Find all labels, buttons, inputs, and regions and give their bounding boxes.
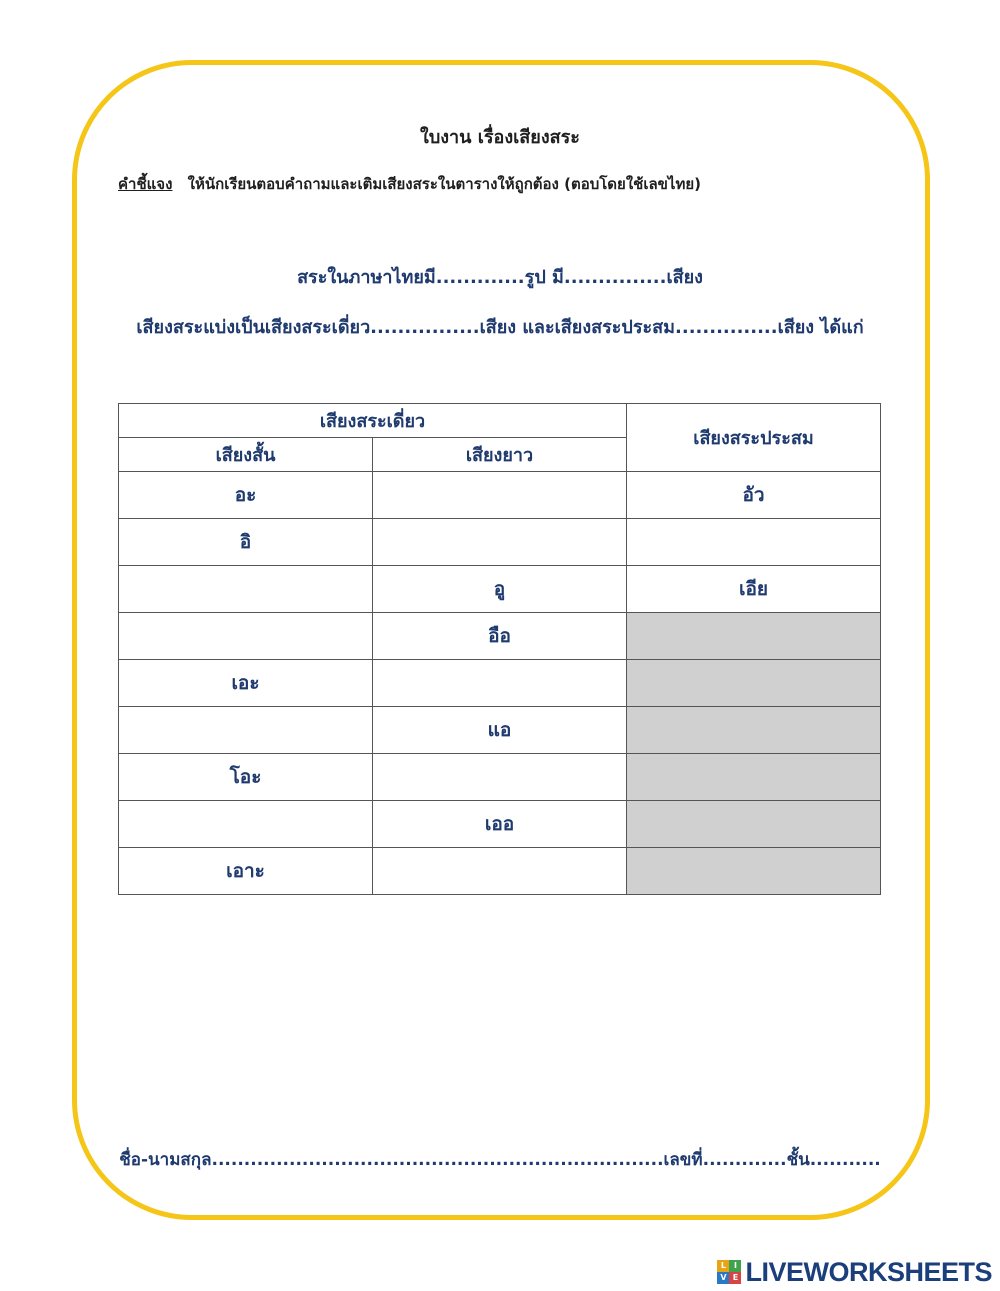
shaded-cell <box>627 707 881 754</box>
long-cell-input[interactable] <box>373 848 627 895</box>
shaded-cell <box>627 848 881 895</box>
instructions-text: ให้นักเรียนตอบคำถามและเติมเสียงสระในตารางให้ถูกต้อง (ตอบโดยใช้เลขไทย) <box>187 175 701 193</box>
short-cell: เอาะ <box>119 848 373 895</box>
table-row <box>119 566 881 613</box>
header-short-sound: เสียงสั้น <box>119 438 373 472</box>
table-row <box>119 519 881 566</box>
table-row <box>119 754 881 801</box>
worksheet-title: ใบงาน เรื่องเสียงสระ <box>420 127 580 148</box>
short-cell: อิ <box>119 519 373 566</box>
long-cell-input[interactable] <box>373 660 627 707</box>
short-cell-input[interactable] <box>119 566 373 613</box>
short-cell: โอะ <box>119 754 373 801</box>
long-cell-input[interactable] <box>373 754 627 801</box>
long-cell: อือ <box>373 613 627 660</box>
liveworksheets-brand <box>717 1256 992 1288</box>
shaded-cell <box>627 613 881 660</box>
table-row <box>119 613 881 660</box>
shaded-cell <box>627 754 881 801</box>
name-line: ชื่อ-นามสกุล......................................................................เลขที่.............ชั้น........... <box>119 1150 881 1170</box>
header-long-sound: เสียงยาว <box>373 438 627 472</box>
long-cell-input[interactable] <box>373 519 627 566</box>
instructions-label: คำชี้แจง <box>118 175 173 193</box>
question-1: สระในภาษาไทยมี.............รูป มี...............เสียง <box>297 267 703 288</box>
liveworksheets-logo-icon <box>717 1260 741 1284</box>
shaded-cell <box>627 660 881 707</box>
table-row <box>119 848 881 895</box>
shaded-cell <box>627 801 881 848</box>
question-2: เสียงสระแบ่งเป็นเสียงสระเดี่ยว................เสียง และเสียงสระประสม...............เสียง ได้แก่ <box>136 317 864 338</box>
long-cell: แอ <box>373 707 627 754</box>
header-single-vowels: เสียงสระเดี่ยว <box>119 404 627 438</box>
logo-letter: L <box>717 1260 729 1272</box>
short-cell: เอะ <box>119 660 373 707</box>
long-cell: เออ <box>373 801 627 848</box>
long-cell: อู <box>373 566 627 613</box>
header-diphthongs: เสียงสระประสม <box>627 404 881 472</box>
logo-letter: I <box>729 1260 741 1272</box>
short-cell-input[interactable] <box>119 707 373 754</box>
diphthong-cell: เอีย <box>627 566 881 613</box>
table-row <box>119 472 881 519</box>
table-row <box>119 660 881 707</box>
long-cell-input[interactable] <box>373 472 627 519</box>
table-row <box>119 801 881 848</box>
short-cell-input[interactable] <box>119 613 373 660</box>
instructions <box>118 172 701 196</box>
vowel-table <box>118 403 881 895</box>
table-row <box>119 707 881 754</box>
short-cell-input[interactable] <box>119 801 373 848</box>
diphthong-cell-input[interactable] <box>627 519 881 566</box>
logo-letter: E <box>729 1272 741 1284</box>
short-cell: อะ <box>119 472 373 519</box>
logo-letter: V <box>717 1272 729 1284</box>
brand-text: LIVEWORKSHEETS <box>745 1256 992 1287</box>
diphthong-cell: อัว <box>627 472 881 519</box>
